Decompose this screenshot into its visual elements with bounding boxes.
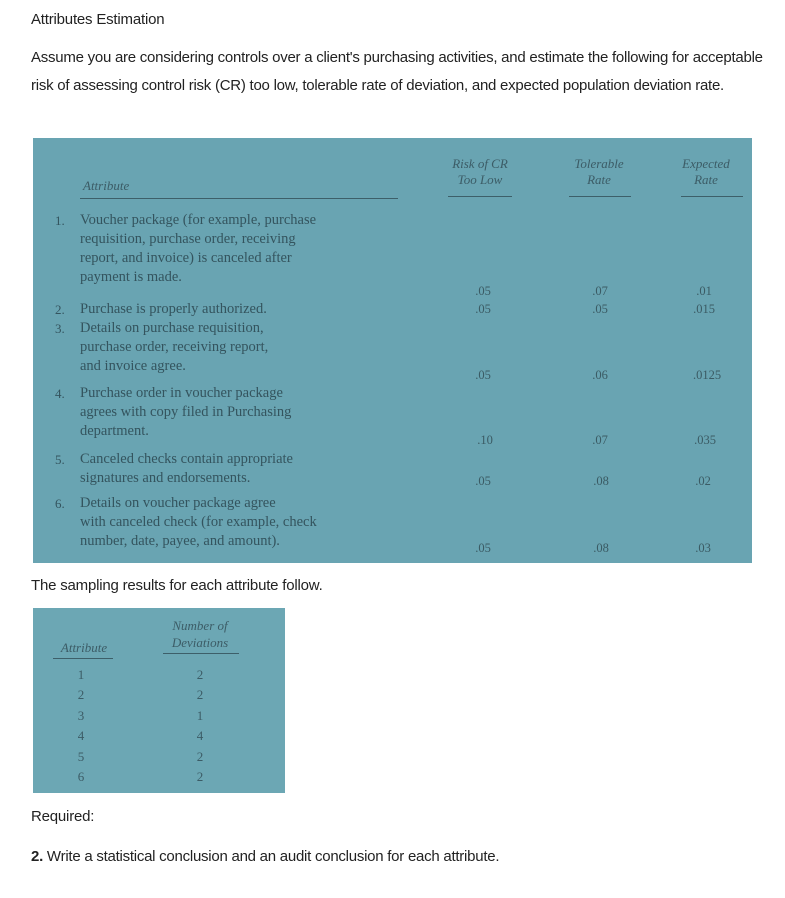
row-3-description <box>80 319 410 376</box>
row-1-line-3: report, and invoice) is canceled after <box>80 250 292 266</box>
header-rule-attribute-2 <box>53 658 113 659</box>
row-1-line-2: requisition, purchase order, receiving <box>80 231 296 247</box>
row-1-tolerable: .07 <box>592 284 608 298</box>
row-3-deviations: 1 <box>196 708 204 723</box>
row-5-number: 5. <box>55 452 65 467</box>
header-expected-line1: Expected <box>682 156 730 171</box>
row-3-line-2: purchase order, receiving report, <box>80 339 269 355</box>
row-4-line-2: agrees with copy filed in Purchasing <box>80 404 292 420</box>
row-6-attribute: 6 <box>77 769 85 784</box>
row-5-attribute: 5 <box>77 749 85 764</box>
row-3-attribute: 3 <box>77 708 85 723</box>
question-2 <box>31 848 499 865</box>
row-3-line-3: and invoice agree. <box>80 358 186 374</box>
row-6-tolerable: .08 <box>593 541 609 555</box>
row-1-description <box>80 211 410 287</box>
row-6-expected: .03 <box>695 541 711 555</box>
header-rule-deviations <box>163 653 239 654</box>
row-2-line-1: Purchase is properly authorized. <box>80 301 267 317</box>
row-1-number: 1. <box>55 213 65 228</box>
header-deviations-line1: Number of <box>172 618 228 633</box>
row-3-number: 3. <box>55 321 65 336</box>
row-5-risk: .05 <box>475 474 491 488</box>
header-expected-line2: Rate <box>694 172 718 187</box>
row-6-line-2: with canceled check (for example, check <box>80 514 317 530</box>
header-rule-risk <box>448 196 512 197</box>
row-2-description <box>80 300 410 319</box>
row-6-description <box>80 494 410 551</box>
header-tolerable-line2: Rate <box>587 172 611 187</box>
header-risk <box>435 156 525 188</box>
intro-paragraph: Assume you are considering controls over a client's purchasing activities, and estimate the following for acceptable risk of assessing control risk (CR) too low, tolerable rate of deviation, and expected population deviation rate. <box>31 49 763 94</box>
header-deviations <box>155 617 245 651</box>
sampling-results-text: The sampling results for each attribute follow. <box>31 577 323 594</box>
header-risk-line2: Too Low <box>457 172 503 187</box>
row-6-number: 6. <box>55 496 65 511</box>
attribute-estimates-table-image <box>33 138 752 563</box>
row-6-line-3: number, date, payee, and amount). <box>80 533 280 549</box>
row-4-risk: .10 <box>477 433 493 447</box>
row-1-risk: .05 <box>475 284 491 298</box>
row-5-line-2: signatures and endorsements. <box>80 470 251 486</box>
header-tolerable <box>554 156 644 188</box>
row-5-line-1: Canceled checks contain appropriate <box>80 451 293 467</box>
row-4-deviations: 4 <box>196 728 204 743</box>
row-4-line-1: Purchase order in voucher package <box>80 385 283 401</box>
row-6-line-1: Details on voucher package agree <box>80 495 276 511</box>
row-1-line-4: payment is made. <box>80 269 182 285</box>
row-4-expected: .035 <box>694 433 716 447</box>
row-5-tolerable: .08 <box>593 474 609 488</box>
row-3-line-1: Details on purchase requisition, <box>80 320 264 336</box>
row-3-risk: .05 <box>475 368 491 382</box>
row-1-attribute: 1 <box>77 667 85 682</box>
row-4-number: 4. <box>55 386 65 401</box>
row-3-expected: .0125 <box>692 368 722 382</box>
row-5-expected: .02 <box>695 474 711 488</box>
row-1-line-1: Voucher package (for example, purchase <box>80 212 317 228</box>
header-expected <box>666 156 746 188</box>
row-2-tolerable: .05 <box>592 302 608 316</box>
header-attribute-2: Attribute <box>60 640 108 655</box>
row-4-line-3: department. <box>80 423 149 439</box>
header-risk-line1: Risk of CR <box>452 156 508 171</box>
row-6-deviations: 2 <box>196 769 204 784</box>
question-text: Write a statistical conclusion and an audit conclusion for each attribute. <box>43 848 500 865</box>
row-4-tolerable: .07 <box>592 433 608 447</box>
header-rule-tolerable <box>569 196 631 197</box>
row-2-risk: .05 <box>475 302 491 316</box>
header-tolerable-line1: Tolerable <box>574 156 624 171</box>
row-1-expected: .01 <box>696 284 712 298</box>
header-rule-attribute <box>80 198 398 199</box>
row-1-deviations: 2 <box>196 667 204 682</box>
row-2-number: 2. <box>55 302 65 317</box>
sampling-results-table-image <box>33 608 285 793</box>
header-attribute: Attribute <box>83 178 130 193</box>
row-2-deviations: 2 <box>196 687 204 702</box>
row-5-deviations: 2 <box>196 749 204 764</box>
row-2-attribute: 2 <box>77 687 85 702</box>
required-label: Required: <box>31 808 95 825</box>
row-6-risk: .05 <box>475 541 491 555</box>
header-deviations-line2: Deviations <box>171 635 229 650</box>
page-title: Attributes Estimation <box>31 11 165 28</box>
row-2-expected: .015 <box>693 302 715 316</box>
row-4-description <box>80 384 410 441</box>
row-3-tolerable: .06 <box>592 368 608 382</box>
row-5-description <box>80 450 410 488</box>
row-4-attribute: 4 <box>77 728 85 743</box>
question-number: 2. <box>31 848 44 865</box>
header-rule-expected <box>681 196 743 197</box>
